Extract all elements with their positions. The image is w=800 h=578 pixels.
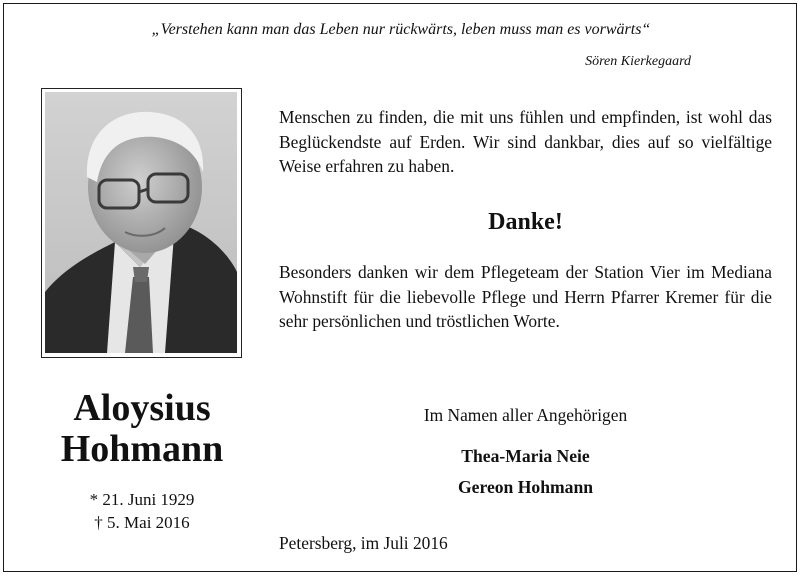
quote-author: Sören Kierkegaard <box>585 54 691 69</box>
quote-text: „Verstehen kann man das Leben nur rückwärts, leben muss man es vorwärts“ <box>151 21 651 38</box>
deceased-name <box>24 388 260 470</box>
portrait-photo <box>41 88 242 358</box>
portrait-image <box>45 92 237 353</box>
last-name: Hohmann <box>60 428 224 470</box>
life-dates <box>24 488 260 534</box>
thanks-heading: Danke! <box>488 209 563 235</box>
birth-date: * 21. Juni 1929 <box>89 490 195 509</box>
first-name: Aloysius <box>73 387 211 429</box>
obituary-card <box>3 3 797 572</box>
gratitude-paragraph: Menschen zu finden, die mit uns fühlen und empfinden, ist wohl das Beglückendste auf Erden. Wir sind dankbar, dies auf so vielfältige Weise erfahren zu haben. <box>279 107 772 176</box>
signer-name: Thea-Maria Neie <box>461 446 590 466</box>
death-date: † 5. Mai 2016 <box>94 513 190 532</box>
signer-name: Gereon Hohmann <box>457 477 594 497</box>
special-thanks-paragraph: Besonders danken wir dem Pflegeteam der Station Vier im Mediana Wohnstift für die liebevolle Pflege und Herrn Pfarrer Kremer für die sehr persönlichen und tröstlichen Worte. <box>279 262 772 331</box>
place-and-date: Petersberg, im Juli 2016 <box>279 533 448 553</box>
family-intro: Im Namen aller Angehörigen <box>423 405 628 425</box>
